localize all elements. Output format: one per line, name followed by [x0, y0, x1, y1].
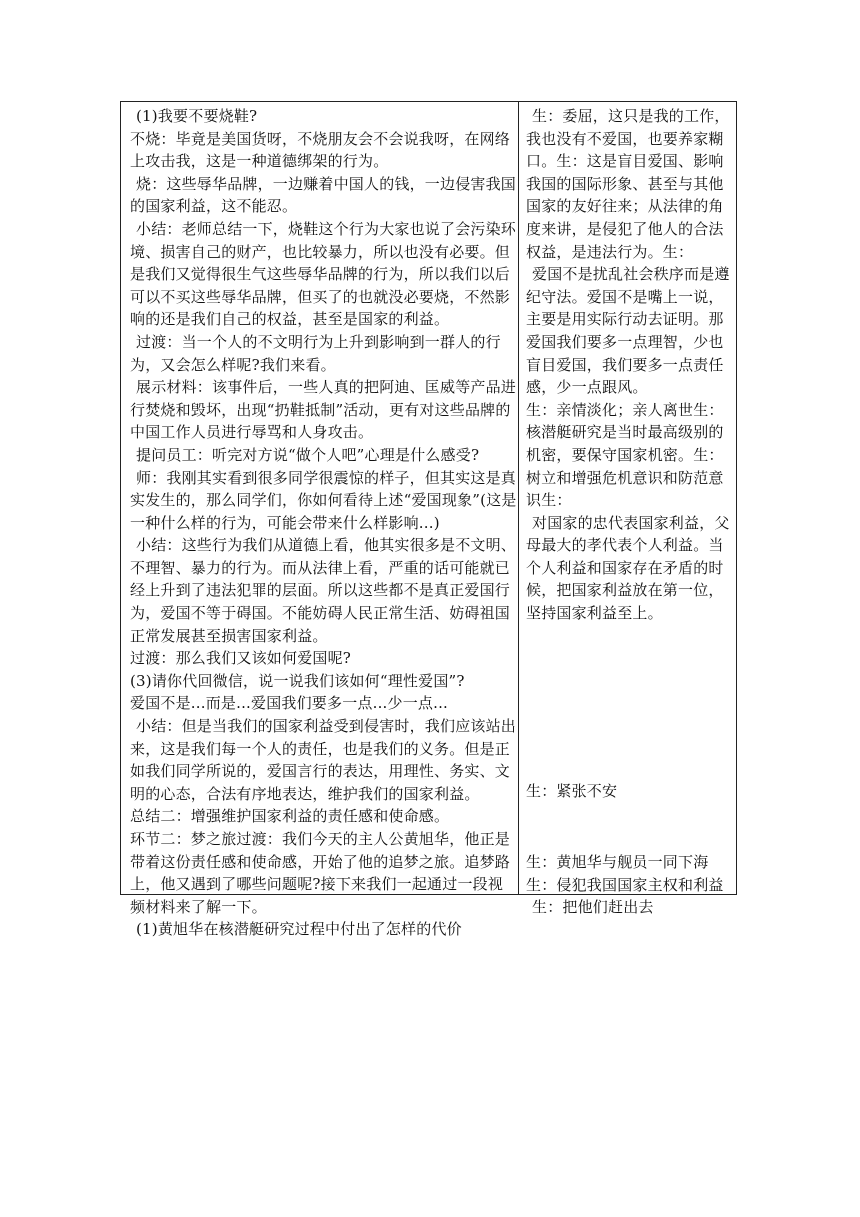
paragraph: 环节二：梦之旅过渡：我们今天的主人公黄旭华，他正是带着这份责任感和使命感，开始了他的追梦之旅。追梦路上，他又遇到了哪些问题呢?接下来我们一起通过一段视频材料来了解一下。	[130, 830, 511, 916]
paragraph: 生：亲情淡化；亲人离世生：核潜艇研究是当时最高级别的机密，要保守国家机密。生：树立和增强危机意识和防范意识生：	[526, 400, 724, 510]
paragraph: 师：我刚其实看到很多同学很震惊的样子，但其实这是真实发生的，那么同学们，你如何看待上述“爱国现象”(这是一种什么样的行为，可能会带来什么样影响...)	[130, 468, 517, 532]
student-response-group-2	[526, 851, 734, 919]
paragraph: 不烧：毕竟是美国货呀，不烧朋友会不会说我呀，在网络上攻击我，这是一种道德绑架的行为。	[130, 129, 511, 171]
paragraph: 生：把他们赶出去	[532, 898, 654, 917]
paragraph: 生：委屈，这只是我的工作，我也没有不爱国，也要养家糊口。生：这是盲目爱国、影响我国的国际形象、甚至与其他国家的友好往来；从法律的角度来讲，是侵犯了他人的合法权益，是违法行为。生：	[526, 107, 730, 261]
teacher-activity-column	[130, 105, 518, 941]
paragraph: 小结：但是当我们的国家利益受到侵害时，我们应该站出来，这是我们每一个人的责任，也是我们的义务。但是正如我们同学所说的，爱国言行的表达，用理性、务实、文明的心态，合法有序地表达，维护我们的国家利益。	[130, 717, 517, 803]
paragraph: 爱国不是...而是...爱国我们要多一点...少一点...	[130, 694, 449, 713]
paragraph: 过渡：那么我们又该如何爱国呢?	[130, 649, 352, 668]
paragraph: 烧：这些辱华品牌，一边赚着中国人的钱，一边侵害我国的国家利益，这不能忍。	[130, 174, 517, 216]
paragraph: (3)请你代回微信，说一说我们该如何“理性爱国”?	[130, 671, 465, 690]
student-activity-column	[526, 105, 734, 625]
column-divider	[518, 101, 519, 895]
paragraph: 小结：这些行为我们从道德上看，他其实很多是不文明、不理智、暴力的行为。而从法律上看，严重的话可能就已经上升到了违法犯罪的层面。所以这些都不是真正爱国行为，爱国不等于碍国。不能妨碍人民正常生活、妨碍祖国正常发展甚至损害国家利益。	[130, 536, 517, 645]
paragraph: 生：侵犯我国国家主权和利益	[526, 875, 724, 894]
paragraph: 爱国不是扰乱社会秩序而是遵纪守法。爱国不是嘴上一说，主要是用实际行动去证明。那爱国我们要多一点理智，少也盲目爱国，我们要多一点责任感，少一点跟风。	[526, 265, 730, 397]
paragraph: (1)黄旭华在核潜艇研究过程中付出了怎样的代价	[136, 920, 462, 939]
paragraph: (1)我要不要烧鞋?	[136, 107, 258, 125]
paragraph: 生：紧张不安	[526, 782, 618, 800]
paragraph: 对国家的忠代表国家利益，父母最大的孝代表个人利益。当个人利益和国家存在矛盾的时候，把国家利益放在第一位，坚持国家利益至上。	[526, 513, 730, 623]
paragraph: 生：黄旭华与舰员一同下海	[526, 853, 709, 871]
student-response-group-1	[526, 780, 734, 803]
paragraph: 总结二：增强维护国家利益的责任感和使命感。	[130, 807, 450, 826]
paragraph: 过渡：当一个人的不文明行为上升到影响到一群人的行为，又会怎么样呢?我们来看。	[130, 332, 501, 374]
paragraph: 提问员工：听完对方说“做个人吧”心理是什么感受?	[136, 445, 480, 464]
paragraph: 展示材料：该事件后，一些人真的把阿迪、匡威等产品进行焚烧和毁坏，出现“扔鞋抵制”活动，更有对这些品牌的中国工作人员进行辱骂和人身攻击。	[130, 378, 517, 442]
paragraph: 小结：老师总结一下，烧鞋这个行为大家也说了会污染环境、损害自己的财产，也比较暴力，所以也没有必要。但是我们又觉得很生气这些辱华品牌的行为，所以我们以后可以不买这些辱华品牌，但买了的也就没必要烧，不然影响的还是我们自己的权益，甚至是国家的利益。	[130, 219, 517, 329]
